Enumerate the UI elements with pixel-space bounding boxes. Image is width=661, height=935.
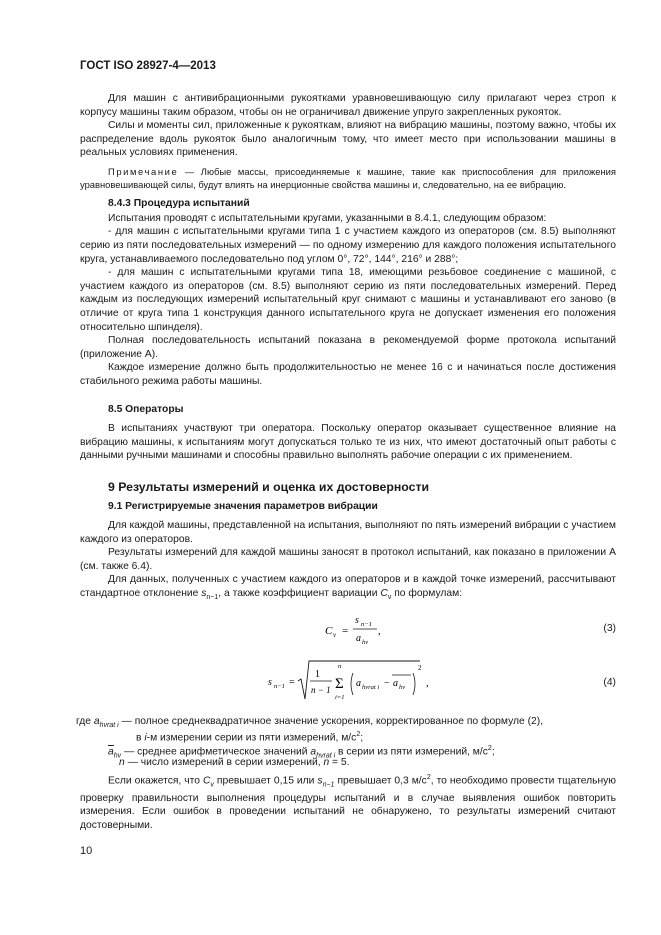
- formula-symbol: a: [393, 677, 398, 689]
- paragraph: Для данных, полученных с участием каждого из операторов и в каждой точке измерений, рассчитывают стандартное отклонение $s_{n-1}$, а также коэффициент вариации $C_v$ по формулам:: [80, 574, 616, 602]
- definition-row: где $a_{hvrat i}$ — полное среднеквадратичное значение ускорения, корректированное по формуле (2),: [76, 715, 544, 729]
- paren-right: [413, 673, 415, 695]
- formula-symbol: =: [289, 676, 295, 688]
- formula-symbol: hv: [399, 683, 406, 691]
- formula-symbol: n − 1: [311, 684, 331, 695]
- formula-4: [80, 655, 616, 707]
- formula-symbol: ,: [426, 676, 429, 689]
- page-body: [76, 92, 617, 832]
- paragraph: В испытаниях участвуют три оператора. Поскольку оператор оказывает существенное влияние на вибрацию машины, к испытаниям могут допускаться только те из них, что имеют достаточный опыт работы с данными ручными машинами и способны правильно выполнять рабочие операции с их применением.: [80, 423, 616, 462]
- note-text: — Любые массы, присоединяемые к машине, такие как приспособления для приложения уравновешивающей силы, будут влиять на инерционные свойства машины и, следовательно, на ее вибрацию.: [80, 165, 616, 190]
- formula-symbol: n−1: [361, 620, 372, 628]
- formula-symbol: s: [355, 614, 359, 626]
- paragraph: Испытания проводят с испытательными кругами, указанными в 8.4.1, следующим образом:: [108, 212, 547, 224]
- note: [80, 166, 616, 191]
- page-number: 10: [80, 845, 93, 857]
- equation-number: (3): [603, 622, 616, 634]
- formula-3: [80, 611, 616, 647]
- formula-symbol: a: [356, 632, 361, 644]
- paren-left: [351, 673, 353, 695]
- formula-4-graphic: [80, 655, 520, 707]
- section-heading-8-5: 8.5 Операторы: [108, 404, 184, 416]
- section-heading-9-1: 9.1 Регистрируемые значения параметров вибрации: [108, 501, 378, 513]
- paragraph: Для машин с антивибрационными рукоятками уравновешивающую силу прилагают через строп к корпусу машины таким образом, чтобы он не ограничивал движение упруго закрепленных рукояток.: [80, 93, 616, 118]
- definition-row: n — число измерений в серии измерений, n = 5.: [119, 756, 350, 768]
- section-heading-9: 9 Результаты измерений и оценка их достоверности: [108, 479, 430, 494]
- formula-symbol: n: [338, 662, 342, 670]
- symbol-definitions: [76, 715, 616, 771]
- paragraph: Для каждой машины, представленной на испытания, выполняют по пять измерений вибрации с участием каждого из операторов.: [80, 520, 616, 545]
- formula-symbol: =: [342, 624, 349, 637]
- formula-symbol: ,: [378, 624, 381, 637]
- formula-symbol: −: [384, 677, 390, 689]
- formula-symbol: hv: [362, 638, 369, 646]
- paragraph: Полная последовательность испытаний показана в рекомендуемой форме протокола испытаний (приложение А).: [80, 335, 616, 360]
- equation-number: (4): [603, 676, 616, 688]
- formula-symbol: a: [356, 677, 361, 689]
- formula-symbol: n−1: [274, 682, 285, 690]
- paragraph: - для машин с испытательными кругами типа 1 с участием каждого из операторов (см. 8.5) выполняют серию из пяти последовательных измерений — по одному измерению для каждого положения испытательного круга, устанавливаемого последовательно под углом 0°, 72°, 144°, 216° и 288°;: [80, 226, 616, 265]
- formula-symbol: s: [268, 676, 272, 688]
- formula-symbol: hvrat i: [362, 683, 380, 691]
- paragraph: Каждое измерение должно быть продолжительностью не менее 16 с и начинаться после достижения стабильного режима работы машины.: [80, 362, 616, 387]
- paragraph: Если окажется, что $C_v$ превышает 0,15 или $s_{n-1}$ превышает 0,3 $м/с^2$, то необходимо провести тщательную проверку правильности выполнения процедуры испытаний и в случае выявления ошибок повторить измерения. Если ошибок в проведении испытаний не обнаружено, то результаты измерений считают достоверными.: [80, 773, 617, 831]
- definition-row: в i-м измерении серии из пяти измерений, $м/с^2$;: [136, 730, 364, 744]
- formula-symbol: Σ: [335, 675, 344, 692]
- document-header: ГОСТ ISO 28927-4—2013: [80, 60, 216, 72]
- formula-symbol: v: [333, 630, 337, 639]
- formula-symbol: 2: [418, 663, 422, 672]
- section-heading-8-4-3: 8.4.3 Процедура испытаний: [108, 198, 250, 210]
- formula-symbol: 1: [315, 668, 320, 680]
- paragraph: Результаты измерений для каждой машины заносят в протокол испытаний, как показано в приложении А (см. также 6.4).: [80, 547, 616, 572]
- formula-symbol: C: [325, 624, 333, 637]
- definition-row: $\overline{a}_{hv}$ — среднее арифметическое значений $a_{hvrat i}$ в серии из пяти измерений, $м/с^2$;: [108, 744, 495, 760]
- note-label: Примечание: [108, 165, 179, 177]
- formula-3-graphic: [80, 611, 520, 647]
- paragraph: Силы и моменты сил, приложенные к рукояткам, влияют на вибрацию машины, поэтому важно, чтобы их распределение вдоль рукояток было аналогичным тому, что имеет место при использовании машины в реальных условиях применения.: [80, 120, 616, 159]
- paragraph: - для машин с испытательными кругами типа 18, имеющими резьбовое соединение с машиной, с участием каждого из операторов (см. 8.5) выполняют серию из пяти последовательных измерений. Перед каждым из последующих измерений испытательный круг снимают с машины и устанавливают его заново (в отличие от круга типа 1 конструкция данного испытательного круга не допускает изменения его положения относительно шпинделя).: [80, 267, 616, 333]
- formula-symbol: i=1: [335, 693, 345, 701]
